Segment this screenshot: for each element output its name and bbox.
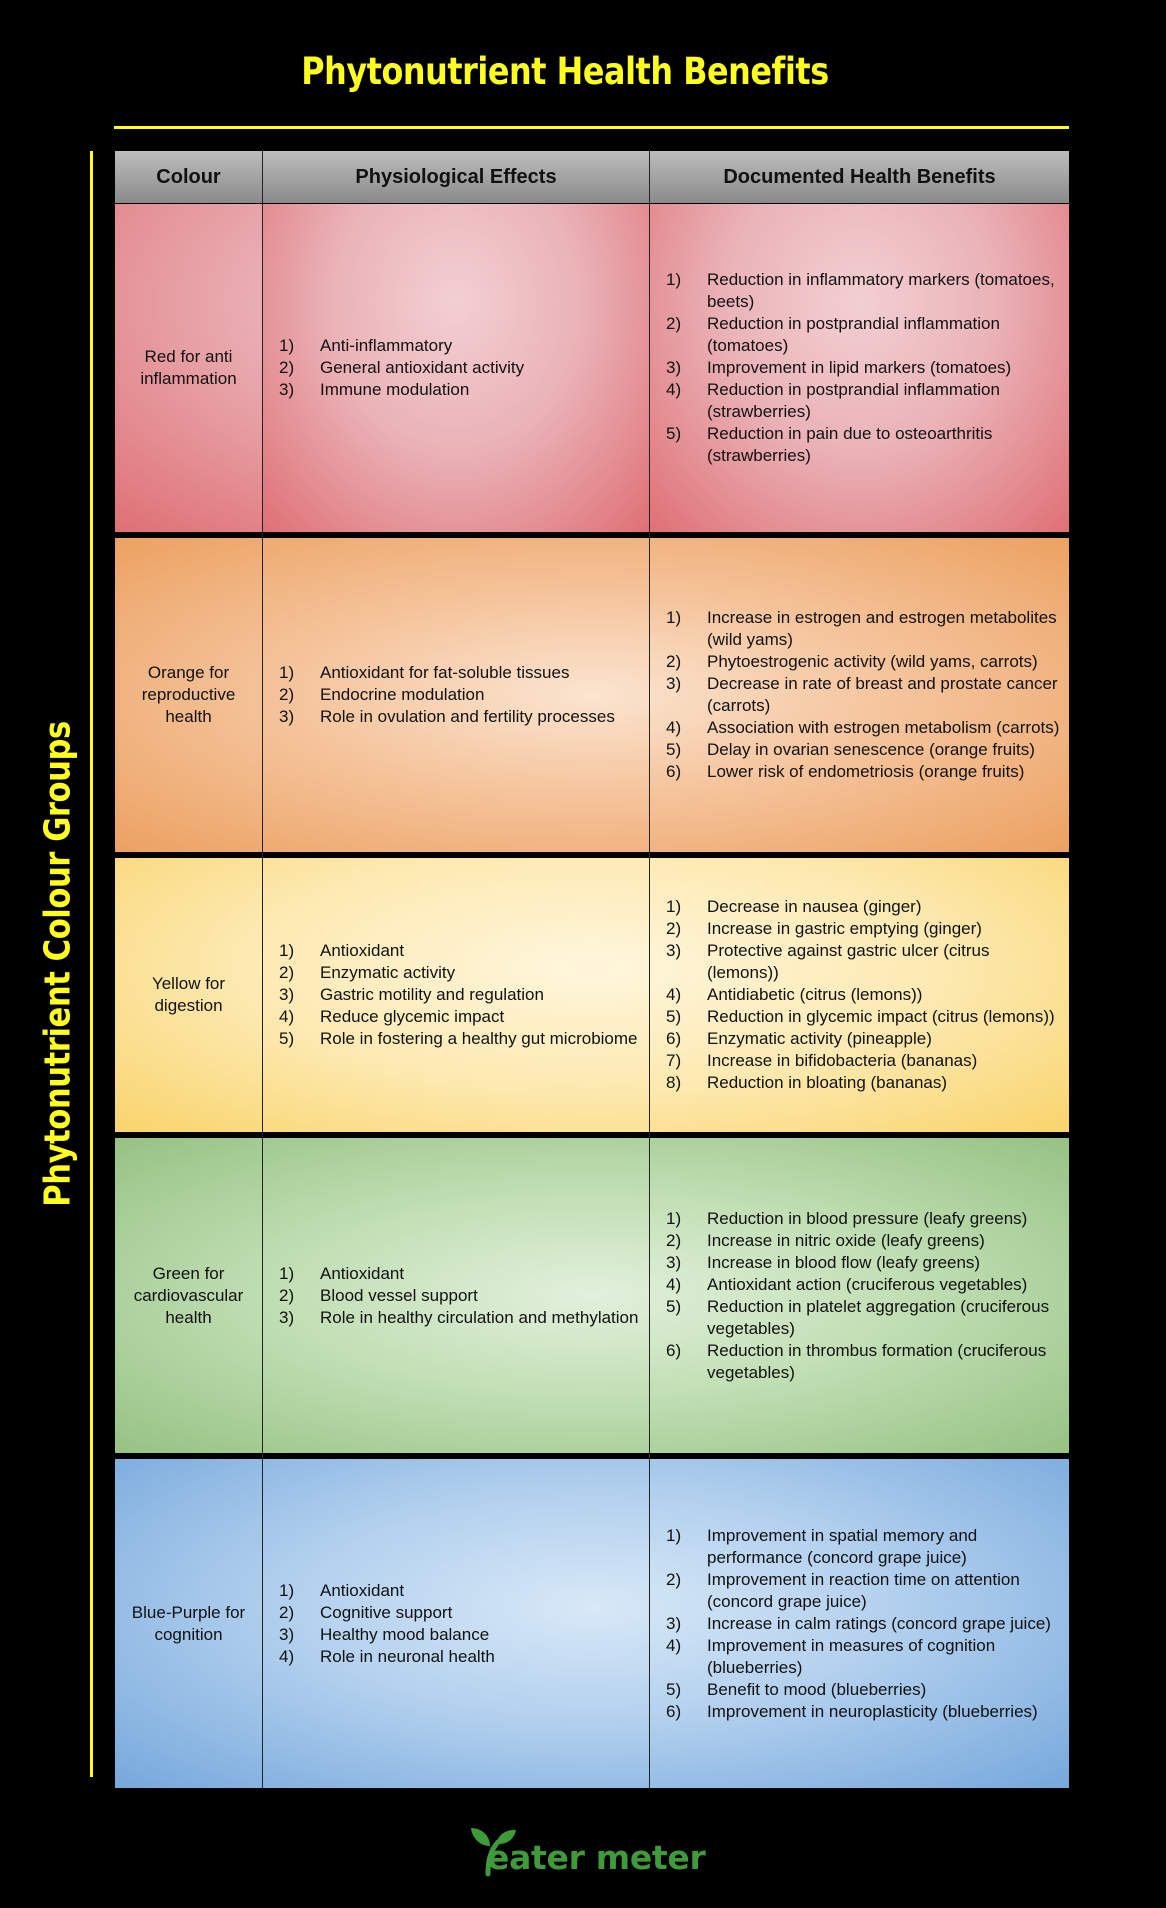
list-item xyxy=(666,607,1063,651)
list-item-text: Reduction in postprandial inflammation (strawberries) xyxy=(707,380,1000,421)
list-item-text: Increase in nitric oxide (leafy greens) xyxy=(707,1230,985,1250)
list-item-text: Antioxidant xyxy=(320,1263,405,1283)
list-item-text: Reduction in platelet aggregation (cruciferous vegetables) xyxy=(707,1296,1050,1338)
list-item-text: Role in fostering a healthy gut microbiome xyxy=(320,1029,638,1048)
list-item-text: Enzymatic activity (pineapple) xyxy=(707,1029,932,1048)
list-item xyxy=(279,1624,495,1646)
header-benefits: Documented Health Benefits xyxy=(723,166,996,188)
row-colour-label: Red for anti inflammation xyxy=(140,347,237,388)
list-item-text: Increase in estrogen and estrogen metabolites (wild yams) xyxy=(707,608,1057,649)
list-item xyxy=(666,313,1063,357)
list-item-text: Enzymatic activity xyxy=(320,963,456,982)
list-item xyxy=(666,357,1063,379)
list-item xyxy=(666,1635,1063,1679)
logo-text: eater meter xyxy=(487,1838,706,1877)
list-item-text: Association with estrogen metabolism (carrots) xyxy=(707,718,1060,737)
list-item-text: Role in healthy circulation and methylation xyxy=(320,1307,639,1327)
list-item-text: Role in ovulation and fertility processes xyxy=(320,707,615,726)
list-item xyxy=(279,1602,495,1624)
row-colour-label: Blue-Purple for cognition xyxy=(131,1602,246,1644)
list-item xyxy=(666,1525,1063,1569)
numbered-list xyxy=(666,896,1063,1094)
list-item xyxy=(666,739,1063,761)
list-number: 2) xyxy=(666,314,682,333)
list-number: 1) xyxy=(666,270,682,289)
list-number: 6) xyxy=(666,762,682,781)
list-item-text: Anti-inflammatory xyxy=(320,336,453,355)
list-number: 2) xyxy=(279,963,295,982)
list-item xyxy=(666,940,1063,984)
list-number: 1) xyxy=(666,608,682,627)
numbered-list xyxy=(279,940,638,1050)
list-number: 4) xyxy=(666,380,682,399)
list-number: 1) xyxy=(666,897,682,916)
list-item-text: Reduce glycemic impact xyxy=(320,1007,505,1026)
numbered-list xyxy=(279,1263,638,1329)
list-number: 5) xyxy=(666,740,682,759)
list-item xyxy=(666,673,1063,717)
list-number: 1) xyxy=(666,1525,682,1545)
list-item xyxy=(666,1208,1063,1230)
row-benefits xyxy=(650,858,1069,1132)
row-green xyxy=(115,1138,1069,1453)
list-item xyxy=(666,1072,1063,1094)
list-number: 1) xyxy=(666,1208,682,1228)
list-number: 6) xyxy=(666,1029,682,1048)
list-item-text: Healthy mood balance xyxy=(320,1624,490,1644)
list-item xyxy=(666,984,1063,1006)
list-item-text: Phytoestrogenic activity (wild yams, carrots) xyxy=(707,652,1038,671)
row-effects xyxy=(263,858,649,1132)
list-item-text: Benefit to mood (blueberries) xyxy=(707,1679,927,1699)
list-item xyxy=(666,1296,1063,1340)
list-number: 1) xyxy=(279,1263,295,1283)
list-item xyxy=(666,896,1063,918)
numbered-list xyxy=(279,1580,495,1668)
row-colour-label: Yellow for digestion xyxy=(151,974,226,1015)
list-item xyxy=(279,984,638,1006)
list-item xyxy=(279,940,638,962)
list-item-text: Increase in bifidobacteria (bananas) xyxy=(707,1051,978,1070)
list-item xyxy=(666,717,1063,739)
list-number: 3) xyxy=(666,941,682,960)
list-item xyxy=(279,662,615,684)
table-header xyxy=(115,151,1069,203)
numbered-list xyxy=(666,1208,1063,1384)
list-number: 1) xyxy=(279,1580,295,1600)
row-orange xyxy=(115,538,1069,852)
list-number: 5) xyxy=(666,1296,682,1316)
numbered-list xyxy=(666,269,1063,467)
list-item-text: Increase in calm ratings (concord grape juice) xyxy=(707,1613,1051,1633)
list-item-text: Reduction in glycemic impact (citrus (lemons)) xyxy=(707,1007,1055,1026)
list-number: 3) xyxy=(279,985,295,1004)
list-number: 4) xyxy=(279,1646,295,1666)
list-item-text: Increase in gastric emptying (ginger) xyxy=(707,919,982,938)
list-item xyxy=(279,1285,638,1307)
list-item-text: Reduction in inflammatory markers (tomatoes, beets) xyxy=(707,270,1055,311)
list-number: 1) xyxy=(279,336,295,355)
list-item xyxy=(666,1050,1063,1072)
row-yellow xyxy=(115,858,1069,1132)
list-item-text: Role in neuronal health xyxy=(320,1646,495,1666)
title-underline xyxy=(114,126,1069,129)
list-item xyxy=(279,1263,638,1285)
list-item xyxy=(666,1569,1063,1613)
row-benefits xyxy=(650,538,1069,852)
list-number: 5) xyxy=(666,424,682,443)
column-divider xyxy=(649,151,650,1788)
side-rule xyxy=(90,151,93,1777)
list-number: 2) xyxy=(666,652,682,671)
list-number: 4) xyxy=(666,985,682,1004)
list-item-text: General antioxidant activity xyxy=(320,358,525,377)
page-title: Phytonutrient Health Benefits xyxy=(301,50,829,93)
list-number: 5) xyxy=(279,1029,295,1048)
list-item xyxy=(666,1701,1063,1723)
list-item-text: Improvement in lipid markers (tomatoes) xyxy=(707,358,1012,377)
numbered-list xyxy=(279,335,524,401)
list-item xyxy=(666,918,1063,940)
list-number: 3) xyxy=(666,674,682,693)
list-item-text: Blood vessel support xyxy=(320,1285,478,1305)
list-item-text: Reduction in pain due to osteoarthritis (strawberries) xyxy=(707,424,993,465)
row-effects xyxy=(263,1459,649,1788)
list-item xyxy=(279,1307,638,1329)
list-item xyxy=(666,651,1063,673)
list-number: 5) xyxy=(666,1679,682,1699)
list-item-text: Antioxidant for fat-soluble tissues xyxy=(320,663,570,682)
list-item-text: Improvement in measures of cognition (blueberries) xyxy=(707,1635,996,1677)
side-label-text: Phytonutrient Colour Groups xyxy=(37,721,79,1207)
row-benefits xyxy=(650,204,1069,532)
list-item xyxy=(666,1613,1063,1635)
list-item xyxy=(279,684,615,706)
list-item-text: Decrease in nausea (ginger) xyxy=(707,897,922,916)
list-item xyxy=(279,357,524,379)
list-item-text: Reduction in postprandial inflammation (tomatoes) xyxy=(707,314,1000,355)
list-number: 2) xyxy=(666,919,682,938)
list-item xyxy=(666,1028,1063,1050)
list-number: 3) xyxy=(279,1624,295,1644)
list-item-text: Lower risk of endometriosis (orange fruits) xyxy=(707,762,1025,781)
row-effects xyxy=(263,204,649,532)
list-number: 2) xyxy=(279,1602,295,1622)
list-item xyxy=(279,962,638,984)
list-number: 5) xyxy=(666,1007,682,1026)
list-item xyxy=(666,1252,1063,1274)
list-item-text: Gastric motility and regulation xyxy=(320,985,544,1004)
list-number: 3) xyxy=(666,1613,682,1633)
row-blue xyxy=(115,1459,1069,1788)
list-item-text: Reduction in blood pressure (leafy greens) xyxy=(707,1208,1028,1228)
row-red xyxy=(115,204,1069,532)
list-number: 2) xyxy=(279,685,295,704)
list-item-text: Antidiabetic (citrus (lemons)) xyxy=(707,985,923,1004)
list-item-text: Protective against gastric ulcer (citrus (lemons)) xyxy=(707,941,990,982)
list-item xyxy=(279,1028,638,1050)
list-item-text: Improvement in neuroplasticity (blueberries) xyxy=(707,1701,1038,1721)
list-item xyxy=(279,706,615,728)
list-number: 4) xyxy=(666,1274,682,1294)
list-number: 2) xyxy=(666,1230,682,1250)
column-divider xyxy=(262,151,263,1788)
list-number: 4) xyxy=(666,1635,682,1655)
list-number: 3) xyxy=(279,380,295,399)
row-colour-label: Orange for reproductive health xyxy=(141,663,236,726)
list-item xyxy=(666,1274,1063,1296)
list-number: 4) xyxy=(279,1007,295,1026)
list-item xyxy=(666,761,1063,783)
list-item-text: Improvement in reaction time on attention (concord grape juice) xyxy=(707,1569,1020,1611)
list-number: 2) xyxy=(666,1569,682,1589)
list-number: 3) xyxy=(279,707,295,726)
list-item xyxy=(279,1646,495,1668)
numbered-list xyxy=(666,607,1063,783)
list-item-text: Decrease in rate of breast and prostate cancer (carrots) xyxy=(707,674,1058,715)
list-item xyxy=(666,269,1063,313)
list-item xyxy=(279,379,524,401)
header-effects: Physiological Effects xyxy=(355,166,557,188)
list-item-text: Endocrine modulation xyxy=(320,685,485,704)
list-number: 1) xyxy=(279,941,295,960)
row-effects xyxy=(263,538,649,852)
list-item xyxy=(666,423,1063,467)
list-item xyxy=(666,1006,1063,1028)
list-item-text: Cognitive support xyxy=(320,1602,453,1622)
list-item-text: Antioxidant xyxy=(320,1580,405,1600)
list-item xyxy=(279,335,524,357)
list-item xyxy=(666,1340,1063,1384)
list-item xyxy=(666,379,1063,423)
list-number: 6) xyxy=(666,1340,682,1360)
list-item-text: Increase in blood flow (leafy greens) xyxy=(707,1252,981,1272)
list-item-text: Immune modulation xyxy=(320,380,470,399)
list-item-text: Antioxidant xyxy=(320,941,405,960)
list-item xyxy=(279,1580,495,1602)
row-benefits xyxy=(650,1138,1069,1453)
row-effects xyxy=(263,1138,649,1453)
list-item-text: Delay in ovarian senescence (orange fruits) xyxy=(707,740,1035,759)
header-colour: Colour xyxy=(156,166,221,188)
list-item-text: Improvement in spatial memory and performance (concord grape juice) xyxy=(707,1525,978,1567)
list-number: 1) xyxy=(279,663,295,682)
list-number: 3) xyxy=(279,1307,295,1327)
list-item xyxy=(666,1230,1063,1252)
list-item xyxy=(279,1006,638,1028)
numbered-list xyxy=(666,1525,1063,1723)
list-number: 8) xyxy=(666,1073,682,1092)
numbered-list xyxy=(279,662,615,728)
list-item-text: Reduction in bloating (bananas) xyxy=(707,1073,948,1092)
list-item xyxy=(666,1679,1063,1701)
list-item-text: Antioxidant action (cruciferous vegetables) xyxy=(707,1274,1028,1294)
list-item-text: Reduction in thrombus formation (cruciferous vegetables) xyxy=(707,1340,1047,1382)
row-benefits xyxy=(650,1459,1069,1788)
list-number: 6) xyxy=(666,1701,682,1721)
list-number: 3) xyxy=(666,1252,682,1272)
list-number: 2) xyxy=(279,1285,295,1305)
list-number: 2) xyxy=(279,358,295,377)
list-number: 4) xyxy=(666,718,682,737)
list-number: 7) xyxy=(666,1051,682,1070)
list-number: 3) xyxy=(666,358,682,377)
row-colour-label: Green for cardiovascular health xyxy=(133,1263,244,1327)
